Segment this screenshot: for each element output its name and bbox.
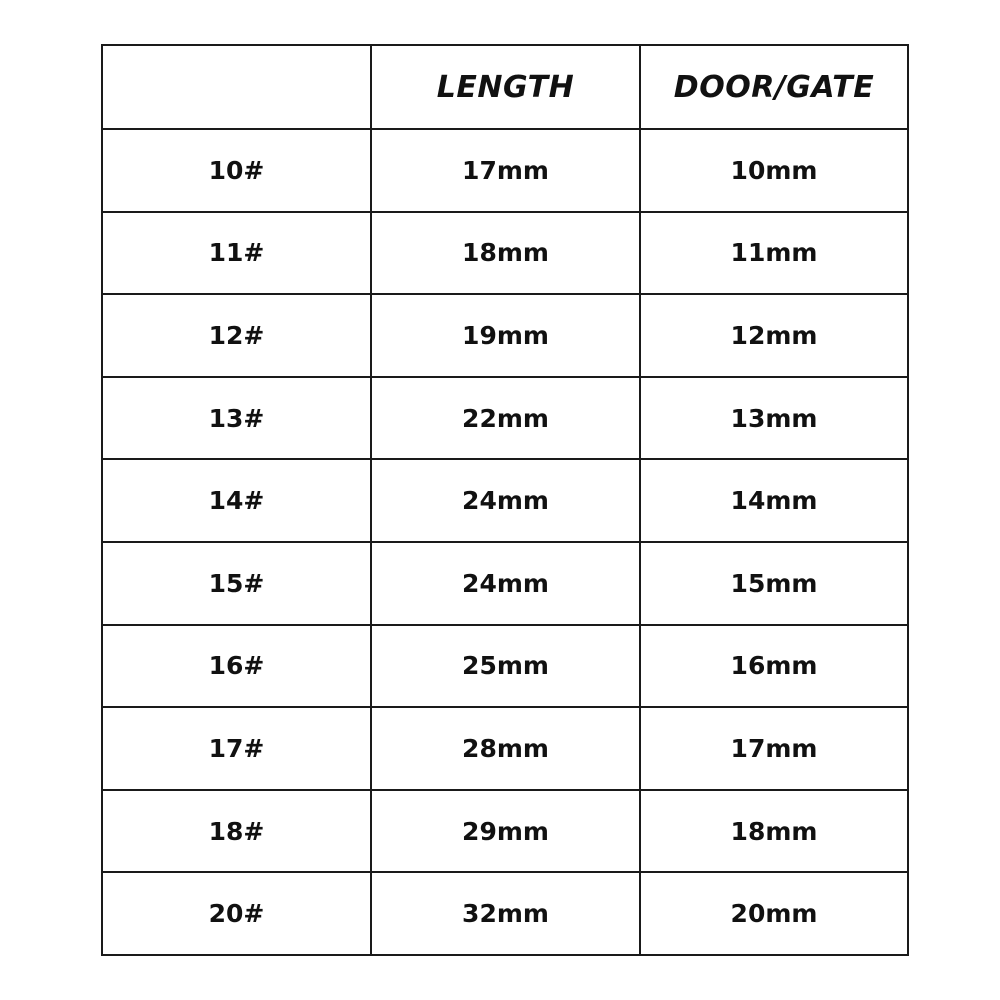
size-cell: 18# bbox=[102, 790, 371, 873]
length-cell: 18mm bbox=[371, 212, 640, 295]
door-gate-cell: 18mm bbox=[640, 790, 908, 873]
door-gate-cell: 10mm bbox=[640, 129, 908, 212]
header-size bbox=[102, 45, 371, 129]
table-row bbox=[102, 790, 908, 873]
header-length: LENGTH bbox=[371, 45, 640, 129]
door-gate-cell: 16mm bbox=[640, 625, 908, 708]
door-gate-cell: 13mm bbox=[640, 377, 908, 460]
size-cell: 10# bbox=[102, 129, 371, 212]
door-gate-cell: 15mm bbox=[640, 542, 908, 625]
table-row bbox=[102, 377, 908, 460]
size-cell: 17# bbox=[102, 707, 371, 790]
table-row bbox=[102, 707, 908, 790]
table-header bbox=[102, 45, 908, 129]
table-row bbox=[102, 625, 908, 708]
door-gate-cell: 14mm bbox=[640, 459, 908, 542]
length-cell: 17mm bbox=[371, 129, 640, 212]
length-cell: 24mm bbox=[371, 542, 640, 625]
length-cell: 32mm bbox=[371, 872, 640, 955]
header-row bbox=[102, 45, 908, 129]
door-gate-cell: 20mm bbox=[640, 872, 908, 955]
table-row bbox=[102, 294, 908, 377]
length-cell: 22mm bbox=[371, 377, 640, 460]
size-cell: 15# bbox=[102, 542, 371, 625]
length-cell: 28mm bbox=[371, 707, 640, 790]
table-body bbox=[102, 129, 908, 955]
length-cell: 24mm bbox=[371, 459, 640, 542]
size-cell: 14# bbox=[102, 459, 371, 542]
table-row bbox=[102, 542, 908, 625]
table-row bbox=[102, 129, 908, 212]
length-cell: 25mm bbox=[371, 625, 640, 708]
size-cell: 20# bbox=[102, 872, 371, 955]
table-row bbox=[102, 872, 908, 955]
door-gate-cell: 12mm bbox=[640, 294, 908, 377]
table-row bbox=[102, 459, 908, 542]
length-cell: 29mm bbox=[371, 790, 640, 873]
header-door-gate: DOOR/GATE bbox=[640, 45, 908, 129]
size-cell: 12# bbox=[102, 294, 371, 377]
size-cell: 16# bbox=[102, 625, 371, 708]
door-gate-cell: 11mm bbox=[640, 212, 908, 295]
table-row bbox=[102, 212, 908, 295]
door-gate-cell: 17mm bbox=[640, 707, 908, 790]
size-cell: 13# bbox=[102, 377, 371, 460]
size-table bbox=[101, 44, 909, 956]
size-cell: 11# bbox=[102, 212, 371, 295]
length-cell: 19mm bbox=[371, 294, 640, 377]
